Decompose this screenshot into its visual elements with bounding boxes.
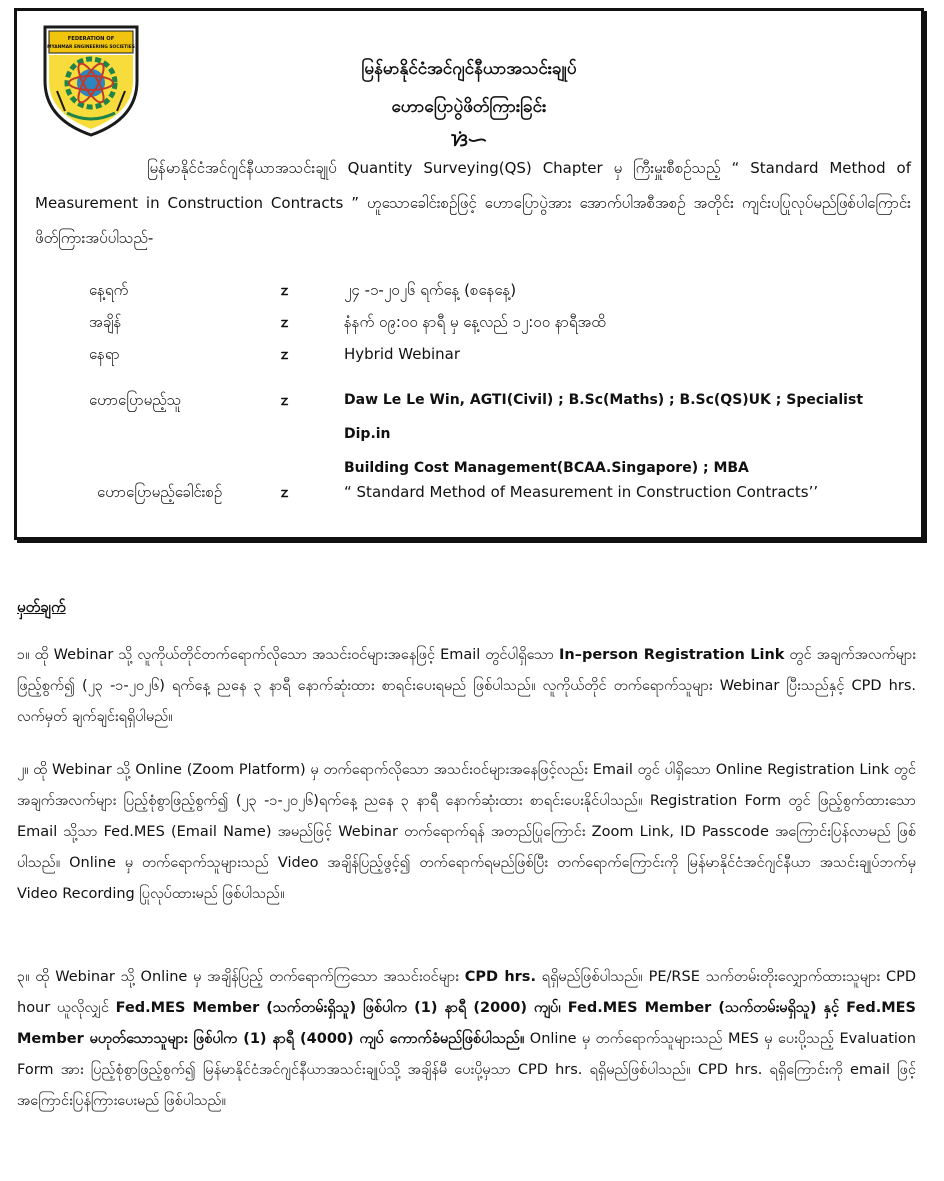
note-1-text-2: တွင် အချက်အလက်များ ဖြည့်စွက်၍ (၂၃ -၁-၂၀၂၆) ရက်နေ့ ညနေ ၃ နာရီ နောက်ဆုံးထား စာရင်းပေးရမည် ဖြစ်ပါသည်။ လူကိုယ်တိုင် တက်ရောက်သူများ Webinar ပြီးသည်နှင့် CPD hrs. လက်မှတ် ချက်ချင်းရရှိပါမည်။: [17, 647, 916, 725]
speaker-line-1: Daw Le Le Win, AGTI(Civil) ; B.Sc(Maths) ; B.Sc(QS)UK ; Specialist Dip.in: [344, 392, 864, 442]
note-2: ၂။ ထို Webinar သို့ Online (Zoom Platform) မှ တက်ရောက်လိုသော အသင်းဝင်များအနေဖြင့်လည်း Email တွင် ပါရှိသော Online Registration Link တွင် အချက်အလက်များ ပြည့်စုံစွာဖြည့်စွက်၍ (၂၃ -၁-၂၀၂၆)ရက်နေ့ ညနေ ၃ နာရီ နောက်ဆုံးထား စာရင်းပေးနိုင်ပါသည်။ Registration Form တွင် ဖြည့်စွက်ထားသော Email သို့သာ Fed.MES (Email Name) အမည်ဖြင့် Webinar တက်ရောက်ရန် အတည်ပြုကြောင်း Zoom Link, ID Passcode အကြောင်းပြန်လာမည် ဖြစ်ပါသည်။ Online မှ တက်ရောက်သူများသည် Video အချိန်ပြည့်ဖွင့်၍ တက်ရောက်ရမည်ဖြစ်ပြီး တက်ရောက်ကြောင်းကို မြန်မာနိုင်ငံအင်ဂျင်နီယာ အသင်းချုပ်ဘက်မှ Video Recording ပြုလုပ်ထားမည် ဖြစ်ပါသည်။: [17, 762, 916, 902]
detail-colon: ᤁ: [281, 281, 289, 299]
detail-colon: ᤁ: [281, 345, 289, 363]
detail-value: ၂၄ -၁-၂၀၂၆ ရက်နေ့ (စနေနေ့): [344, 281, 517, 299]
detail-label: ဟောပြောမည့်သူ: [89, 391, 182, 409]
logo-text-line1: FEDERATION OF: [67, 36, 115, 42]
page-title: မြန်မာနိုင်ငံအင်ဂျင်နီယာအသင်းချုပ်: [361, 59, 577, 79]
logo-text-line2: MYANMAR ENGINEERING SOCIETIES: [47, 45, 135, 50]
ornament-divider: ᜐᜒᜑ: [451, 130, 487, 151]
detail-value: [344, 383, 904, 485]
detail-value: “ Standard Method of Measurement in Construction Contracts’’: [344, 483, 819, 501]
detail-value: နံနက် ၀၉:၀၀ နာရီ မှ နေ့လည် ၁၂:၀၀ နာရီအထိ: [344, 313, 606, 331]
note-3-text-2: ရရှိမည်ဖြစ်ပါသည်။ PE/RSE သက်တမ်းတိုးလျှောက်ထားသူများ CPD hour ယူလိုလျှင်: [17, 969, 917, 1016]
note-3-text-3: Online မှ တက်ရောက်သူများသည် MES မှ ပေးပို့သည့် Evaluation Form အား ပြည့်စုံစွာဖြည့်စွက်၍ မြန်မာနိုင်ငံအင်ဂျင်နီယာအသင်းချုပ်သို့ အချိန်မီ ပေးပို့မှသာ CPD hrs. ရရှိမည်ဖြစ်ပါသည်။ CPD hrs. ရရှိကြောင်းကို email ဖြင့် အကြောင်းပြန်ကြားပေးမည် ဖြစ်ပါသည်။: [17, 1031, 916, 1109]
page-subtitle: ဟောပြောပွဲဖိတ်ကြားခြင်း: [391, 97, 547, 117]
detail-label: ဟောပြောမည့်ခေါင်းစဉ်: [97, 483, 223, 501]
detail-colon: ᤁ: [281, 313, 289, 331]
detail-colon: ᤁ: [281, 483, 289, 501]
intro-paragraph: မြန်မာနိုင်ငံအင်ဂျင်နီယာအသင်းချုပ် Quantity Surveying(QS) Chapter မှ ကြီးမှူးစီစဉ်သည့် “ Standard Method of Measurement in Construction Contracts ” ဟူသောခေါင်းစဉ်ဖြင့် ဟောပြောပွဲအား အောက်ပါအစီအစဉ် အတိုင်း ကျင်းပပြုလုပ်မည်ဖြစ်ပါကြောင်း ဖိတ်ကြားအပ်ပါသည်-: [35, 159, 911, 247]
speaker-line-2: Building Cost Management(BCAA.Singapore) ; MBA: [344, 460, 749, 476]
detail-label: နေ့ရက်: [89, 281, 129, 299]
note-1-bold: In–person Registration Link: [558, 647, 785, 663]
announcement-box: [14, 8, 924, 540]
note-1-text: ၁။ ထို Webinar သို့ လူကိုယ်တိုင်တက်ရောက်လိုသော အသင်းဝင်များအနေဖြင့် Email တွင်ပါရှိသော: [17, 647, 559, 663]
note-3: [17, 962, 916, 1117]
note-1: [17, 640, 916, 733]
note-3-bold-2: Fed.MES Member (သက်တမ်းရှိသူ) ဖြစ်ပါက (1) နာရီ (2000) ကျပ်၊ Fed.MES Member (သက်တမ်းမရှိသူ) နှင့် Fed.MES Member မဟုတ်သောသူများ ဖြစ်ပါက (1) နာရီ (4000) ကျပ် ကောက်ခံမည်ဖြစ်ပါသည်။: [17, 1000, 916, 1047]
note-3-text: ၃။ ထို Webinar သို့ Online မှ အချိန်ပြည့် တက်ရောက်ကြသော အသင်းဝင်များ: [17, 969, 465, 985]
detail-colon: ᤁ: [281, 391, 289, 409]
detail-label: နေရာ: [89, 345, 120, 363]
detail-value: Hybrid Webinar: [344, 345, 461, 363]
note-3-bold-1: CPD hrs.: [464, 969, 536, 985]
detail-label: အချိန်: [89, 313, 122, 331]
notes-heading: မှတ်ချက်: [17, 598, 66, 616]
